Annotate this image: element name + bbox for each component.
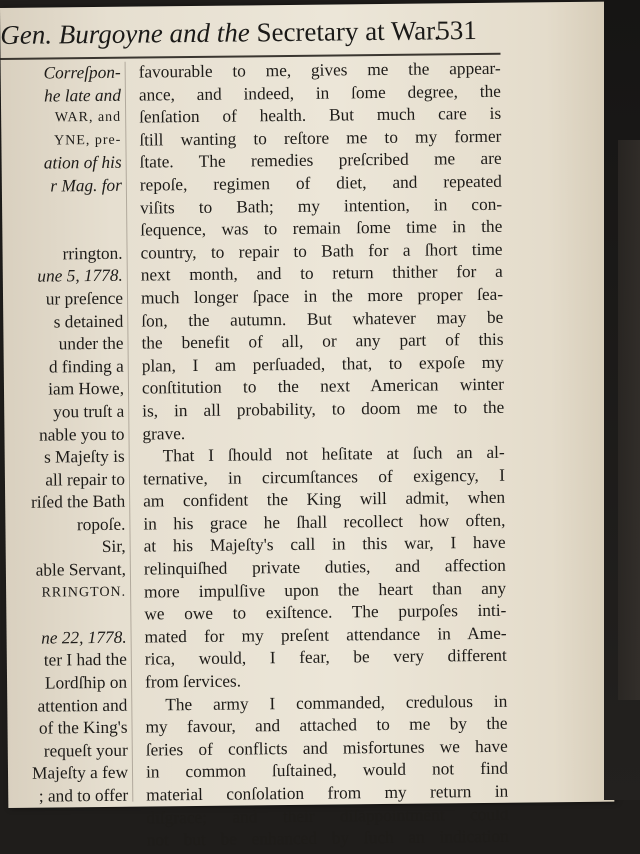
right-column — [139, 58, 509, 853]
article-line: in his grace he ſhall recollect how often, — [143, 510, 506, 534]
article-line: next month, and to return thither for a — [140, 262, 503, 285]
left-column-line: ropoſe. — [76, 514, 126, 535]
article-line: much longer ſpace in the more proper ſea- — [140, 284, 504, 308]
left-column-line: nable you to — [38, 424, 125, 445]
left-column-line: you truſt a — [53, 401, 125, 422]
article-line: ſenſation of health. But much care is — [139, 103, 502, 127]
left-column-line: s Majeſty is — [43, 446, 125, 467]
left-column-line: rrington. — [62, 243, 123, 264]
left-column-line: iam Howe, — [48, 379, 125, 399]
page-header — [0, 14, 600, 51]
article-line: favourable to me, gives me the appear- — [138, 58, 501, 82]
newspaper-page — [0, 2, 614, 850]
left-column-line: Lordſhip on — [44, 672, 128, 693]
article-line: more impulſive upon the heart than any — [144, 578, 507, 602]
article-line: ſequence, was to remain ſome time in the — [140, 216, 503, 240]
left-column-line: Majeſty a few — [31, 763, 129, 784]
header-title: Secretary at War. — [256, 15, 441, 48]
article-line: my favour, and attached to me by the — [145, 713, 508, 737]
header-name: Gen. Burgoyne — [0, 18, 163, 50]
left-column-line: ation of his — [43, 153, 122, 173]
left-column-line: ; and to offer — [38, 785, 129, 806]
left-column-line: ur preſence — [45, 288, 124, 309]
left-column-line: riſed the Bath — [31, 491, 126, 512]
left-column-line: YNE, pre- — [54, 132, 122, 149]
header-conjunction: and the — [162, 17, 257, 49]
left-column-line: of the King's — [38, 717, 128, 738]
left-column-line: s detained — [53, 311, 124, 331]
article-line: mated for my preſent attendance in Ame- — [144, 623, 507, 647]
article-line: ſeries of conflicts and misfortunes we have — [145, 736, 508, 760]
binding-shadow — [618, 140, 640, 700]
left-column-line — [2, 197, 122, 221]
left-column-line: r Mag. for — [50, 175, 122, 196]
left-column-line: WAR, and — [54, 109, 122, 126]
left-column — [1, 62, 129, 809]
left-column-line: RRINGTON. — [41, 584, 127, 601]
left-column-line: ter I had the — [43, 650, 127, 671]
article-line: repoſe, regimen of diet, and repeated — [139, 171, 502, 195]
article-line: country, to repair to Bath for a ſhort time — [140, 239, 503, 263]
article-line: in common ſuſtained, would not find — [145, 759, 509, 782]
left-column-line: under the — [58, 333, 124, 354]
left-column-line: Correſpon- — [43, 62, 121, 83]
page-number: 531 — [436, 15, 477, 46]
article-line: ſtill wanting to reſtore me to my former — [139, 126, 502, 150]
article-line: rica, would, I fear, be very different — [144, 646, 507, 669]
left-column-line — [2, 220, 122, 244]
left-column-line: Sir, — [101, 537, 126, 557]
article-line: conſtitution to the next American winter — [141, 375, 505, 398]
article-line: grave. — [142, 423, 186, 444]
article-line: ternative, in circumſtances of exigency, I — [142, 465, 506, 489]
left-column-line: he late and — [44, 85, 122, 106]
left-column-line: able Servant, — [35, 559, 126, 580]
article-line: we owe to exiſtence. The purpoſes inti- — [144, 600, 507, 624]
article-line: is, in all probability, to doom me to the — [142, 397, 505, 421]
article-line: ance, and indeed, in ſome degree, the — [138, 81, 501, 105]
article-line: am confident the King will admit, when — [143, 488, 506, 511]
left-column-line: une 5, 1778. — [37, 266, 123, 286]
left-column-line: attention and — [37, 695, 128, 716]
article-line: viſits to Bath; my intention, in con- — [139, 194, 503, 218]
article-line: The army I commanded, credulous in — [165, 691, 508, 714]
left-column-line: d finding a — [48, 356, 124, 377]
article-line: the benefit of all, or any part of this — [141, 329, 504, 353]
left-column-line: all repair to — [45, 469, 126, 490]
article-line: at his Majeſty's call in this war, I have — [143, 533, 506, 556]
article-line: relinquiſhed private duties, and affection — [143, 555, 506, 579]
left-column-line: ne 22, 1778. — [41, 627, 127, 648]
article-line: diſgrace; and their diſappointment could — [146, 804, 509, 828]
article-line: plan, I am perſuaded, that, to expoſe my — [141, 352, 504, 376]
article-line: ſon, the autumn. But whatever may be — [141, 307, 504, 331]
article-line: not but be enhanced by ſuch an indication — [146, 826, 509, 850]
article-line: material conſolation from my return in — [146, 781, 509, 805]
article-line: That I ſhould not heſitate at ſuch an al- — [162, 442, 505, 466]
article-line: ſtate. The remedies preſcribed me are — [139, 149, 502, 172]
article-line: from ſervices. — [144, 671, 242, 692]
left-column-line — [6, 604, 126, 628]
left-column-line: requeſt your — [43, 740, 128, 761]
